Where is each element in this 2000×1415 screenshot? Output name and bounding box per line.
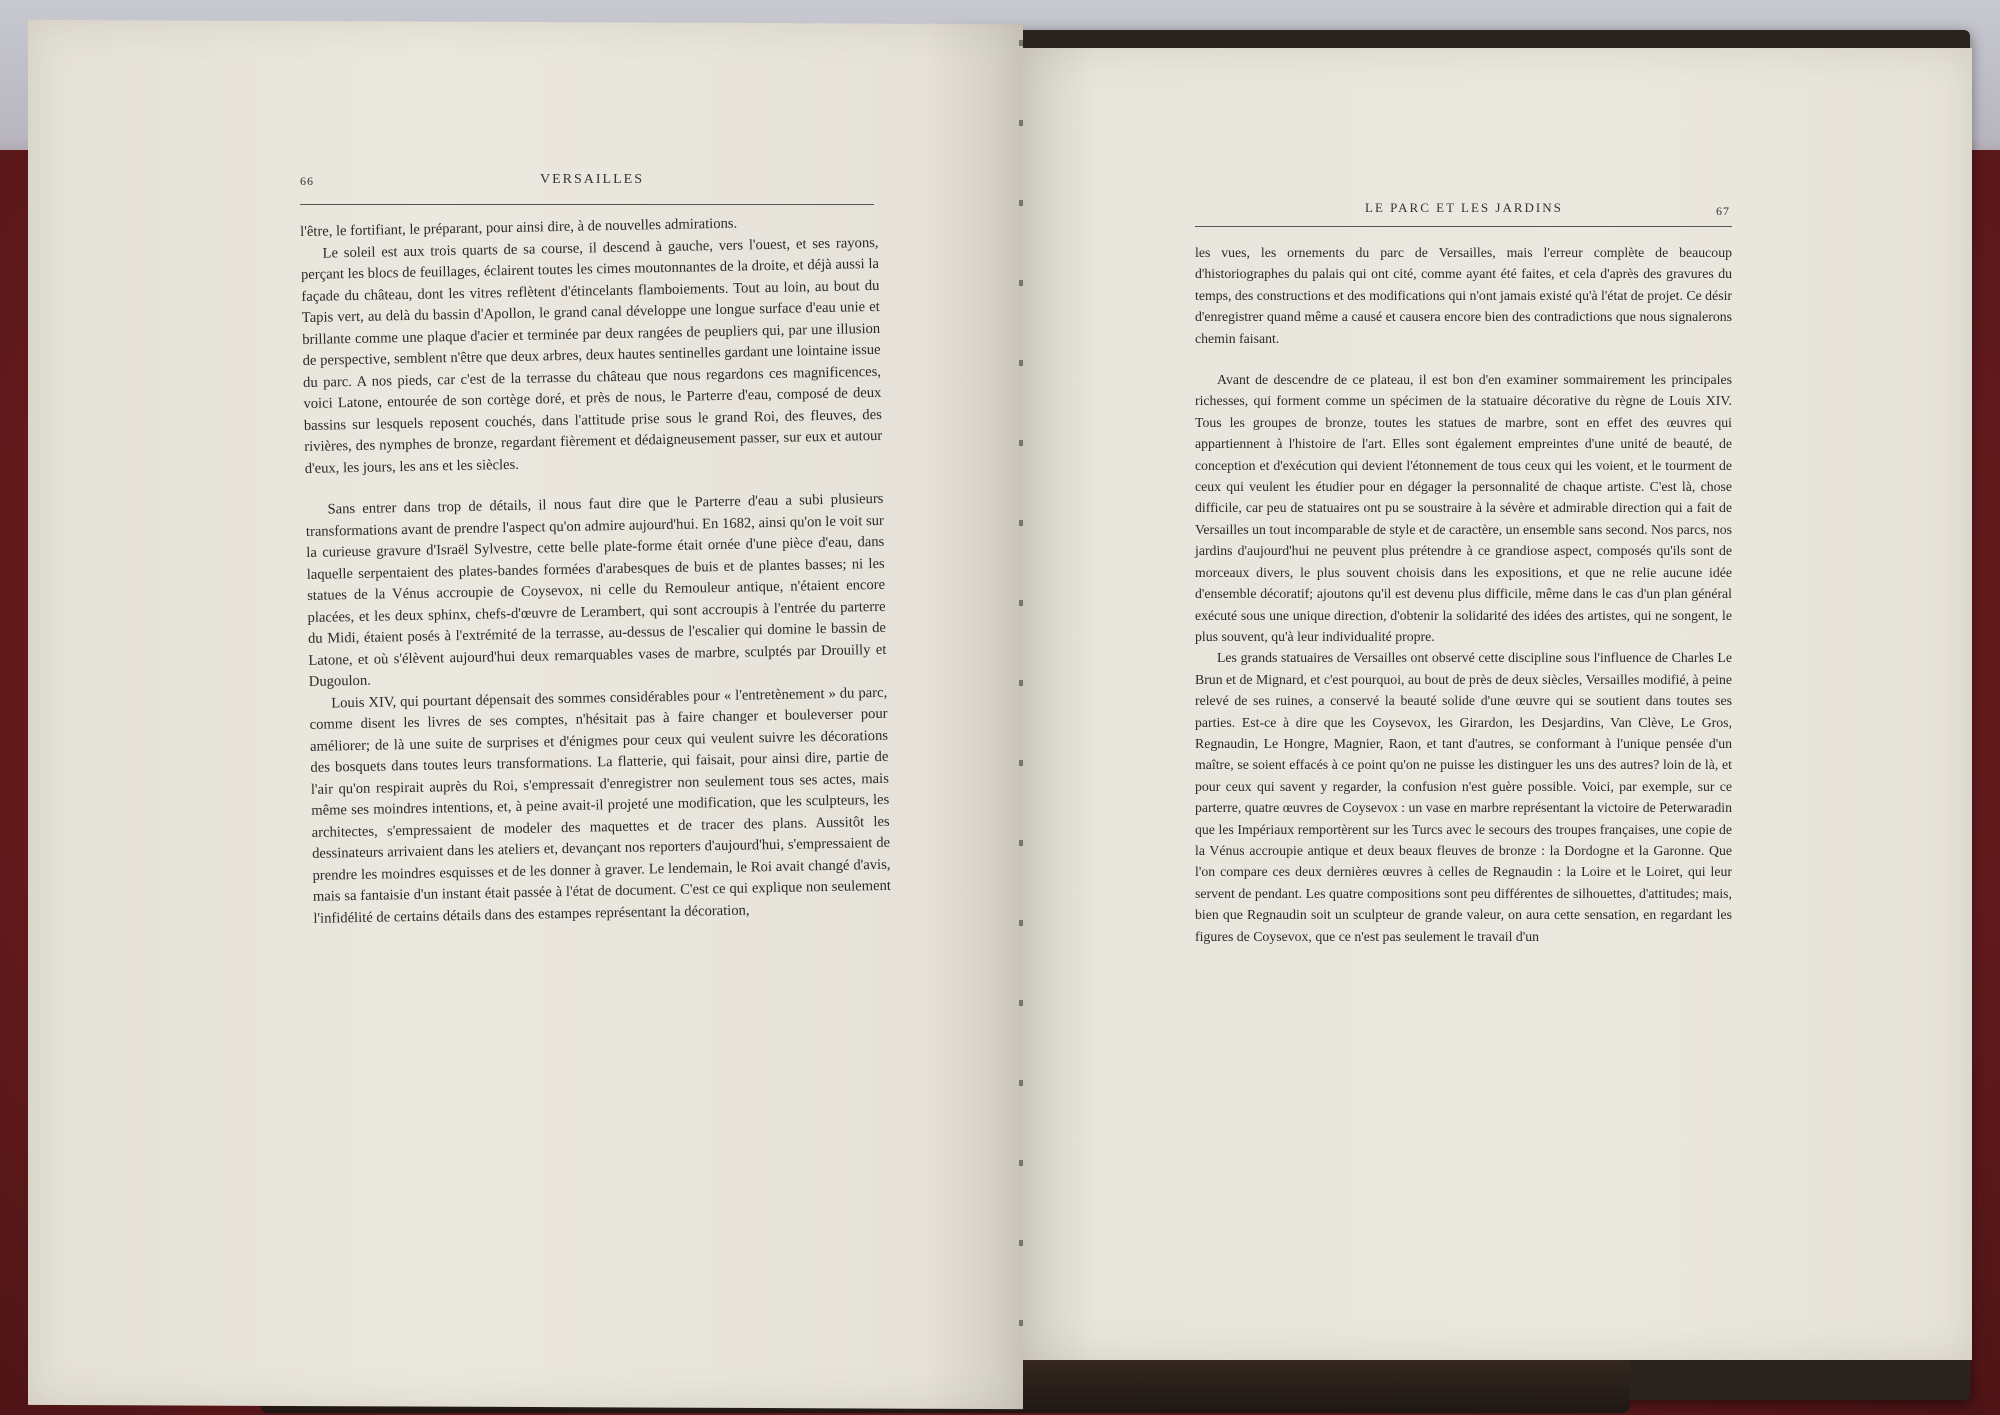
paragraph: Sans entrer dans trop de détails, il nous faut dire que le Parterre d'eau a subi plusieurs transformations avant de prendre l'aspect qu'on admire aujourd'hui. En 1682, ainsi qu'on le voit sur la curieuse gravure d'Israël Sylvestre, cette belle plate-forme était ornée d'une pièce d'eau, dans laquelle serpentaient des plates-bandes formées d'arabesques de buis et de plantes basses; ni les statues de la Vénus accroupie de Coysevox, ni celle du Remouleur antique, n'étaient encore placées, et les deux sphinx, chefs-d'œuvre de Lerambert, qui sont accroupis à l'entrée du parterre du Midi, étaient posés à l'extrémité de la terrasse, au-dessus de l'escalier qui domine le bassin de Latone, et où s'élèvent aujourd'hui deux remarquables vases de marbre, sculptés par Drouilly et Dugoulon. — [305, 490, 887, 690]
paragraph: Avant de descendre de ce plateau, il est bon d'en examiner sommairement les principales richesses, qui forment comme un spécimen de la statuaire décorative du règne de Louis XIV. Tous les groupes de bronze, toutes les statues de marbre, sont en effet des œuvres qui appartiennent à l'histoire de l'art. Elles sont également empreintes d'une unité de beauté, de conception et d'exécution qui devient l'étonnement de tous ceux qui les voient, et le tourment de ceux qui veulent les étudier pour en dégager la personnalité de chaque artiste. C'est là, chose difficile, car peu de statuaires ont pu se soustraire à la sévère et admirable direction qui a fait de Versailles un tout incomparable de style et de caractère, un ensemble sans second. Nos parcs, nos jardins d'aujourd'hui ne peuvent plus prétendre à ce grandiose aspect, composés qu'ils sont de morceaux divers, le plus souvent choisis dans les expositions, et que ne relie aucune idée d'ensemble décoratif; ajoutons qu'il est devenu plus difficile, même dans le cas d'un plan général exécuté sous une unique direction, d'obtenir la solidarité des idées des artistes, qui ne songent, le plus souvent, qu'à leur individualité propre. — [1195, 372, 1732, 644]
right-page-body — [1195, 242, 1732, 947]
binding-stitches — [1019, 40, 1023, 1360]
right-page-number: 67 — [1716, 204, 1730, 218]
left-running-head: VERSAILLES — [540, 172, 644, 187]
right-header-rule — [1195, 226, 1732, 227]
paragraph: Les grands statuaires de Versailles ont observé cette discipline sous l'influence de Charles Le Brun et de Mignard, et c'est pourquoi, au bout de près de deux siècles, Versailles modifié, à peine relevé de ses ruines, a conservé la beauté solide d'une œuvre qui se soutient dans toutes ses parties. Est-ce à dire que les Coysevox, les Girardon, les Desjardins, Van Clève, Le Gros, Regnaudin, Le Hongre, Magnier, Raon, et tant d'autres, se conformant à l'unique pensée d'un maître, se soient effacés à ce point qu'on ne puisse les distinguer les uns des autres? loin de là, et pour ceux qui savent y regarder, la confusion n'est guère possible. Voici, par exemple, sur ce parterre, quatre œuvres de Coysevox : un vase en marbre représentant la victoire de Peterwaradin que les Impériaux remportèrent sur les Turcs avec le secours des troupes françaises, une copie de la Vénus accroupie antique et deux beaux fleuves de bronze : la Dordogne et la Garonne. Que l'on compare ces deux dernières œuvres à celles de Regnaudin : la Loire et le Loiret, qui leur servent de pendant. Les quatre compositions sont peu différentes de silhouettes, d'attitudes; mais, bien que Regnaudin soit un sculpteur de grande valeur, on aura cette sensation, en regardant les figures de Coysevox, que ce n'est pas seulement le travail d'un — [1195, 650, 1732, 944]
right-running-head: LE PARC ET LES JARDINS — [1365, 200, 1563, 215]
left-page-body — [300, 211, 891, 930]
paragraph: l'être, le fortifiant, le préparant, pour ainsi dire, à de nouvelles admirations. — [300, 215, 738, 240]
left-header-rule — [300, 204, 874, 205]
paragraph: Louis XIV, qui pourtant dépensait des sommes considérables pour « l'entretènement » du parc, comme disent les livres de ses comptes, n'hésitait pas à faire changer et bouleverser pour améliorer; de là une suite de surprises et d'énigmes pour ceux qui veulent suivre les décorations des bosquets dans toutes leurs transformations. La flatterie, qui faisait, pour ainsi dire, partie de l'air qu'on respirait auprès du Roi, s'empressait d'enregistrer non seulement tous ses actes, mais même ses moindres intentions, et, à peine avait-il projeté une modification, que les sculpteurs, les architectes, s'empressaient de modeler des maquettes et de tracer des plans. Aussitôt les dessinateurs arrivaient dans les ateliers et, devançant nos reporters d'aujourd'hui, s'empressaient de prendre les moindres esquisses et de les donner à graver. Le lendemain, le Roi avait changé d'avis, mais sa fantaisie d'un instant était passée à l'état de document. C'est ce qui explique non seulement l'infidélité de certains détails dans des estampes représentant la décoration, — [309, 684, 892, 927]
paragraph: les vues, les ornements du parc de Versailles, mais l'erreur complète de beaucoup d'historiographes du palais qui ont cité, comme ayant été faites, et cela d'après des gravures du temps, des constructions et des modifications qui n'ont jamais existé qu'à l'état de projet. Ce désir d'enregistrer quand même a causé et causera encore bien des contradictions que nous signalerons chemin faisant. — [1195, 245, 1732, 346]
left-page-number: 66 — [300, 174, 314, 188]
paragraph: Le soleil est aux trois quarts de sa course, il descend à gauche, vers l'ouest, et ses rayons, perçant les blocs de feuillages, éclairent toutes les cimes moutonnantes de la droite, et déjà aussi la façade du château, dont les vitres reflètent d'étincelants flamboiements. Tout au loin, au bout du Tapis vert, au delà du bassin d'Apollon, le grand canal développe une longue surface d'eau unie et brillante comme une plaque d'acier et terminée par deux rangées de peupliers qui, par une illusion de perspective, semblent n'être que deux arbres, deux hautes sentinelles gardant une lointaine issue du parc. A nos pieds, car c'est de la terrasse du château que nous regardons ces magnificences, voici Latone, entourée de son cortège doré, et près de nous, le Parterre d'eau, composé de deux bassins sur lesquels reposent couchés, dans l'attitude prise sous le grand Roi, des fleuves, des rivières, des nymphes de bronze, regardant fièrement et dédaigneusement passer, sur eux et autour d'eux, les jours, les ans et les siècles. — [300, 234, 883, 477]
